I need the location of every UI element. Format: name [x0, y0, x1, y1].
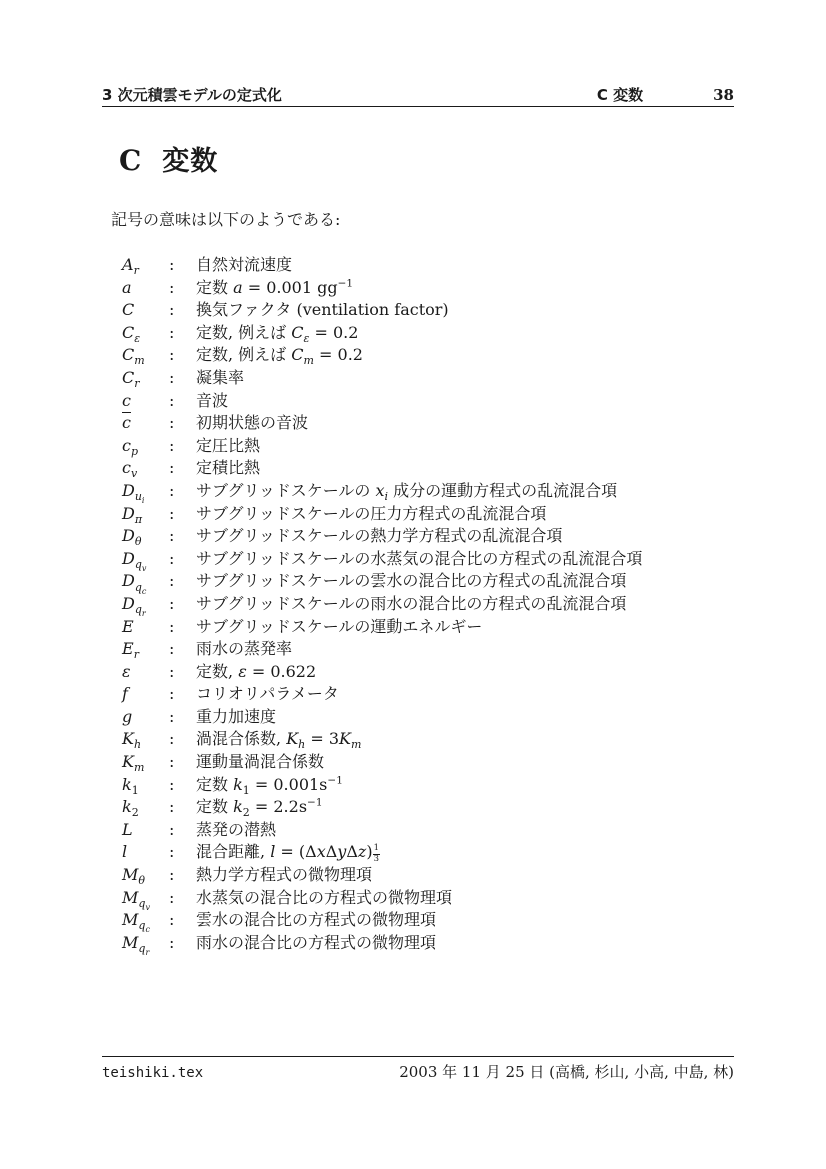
definition-text: サブグリッドスケールの $x_i$ 成分の運動方程式の乱流混合項	[196, 480, 618, 504]
definition-text: 換気ファクタ (ventilation factor)	[196, 300, 449, 320]
symbol: E	[122, 616, 134, 636]
symbol-definition-list	[122, 252, 734, 958]
colon-separator: :	[169, 480, 175, 500]
definition-row	[122, 659, 734, 682]
symbol: $k_2$	[122, 797, 139, 820]
definition-row	[122, 636, 734, 662]
definition-text: サブグリッドスケールの熱力学方程式の乱流混合項	[196, 526, 563, 546]
definition-row	[122, 388, 734, 411]
definition-text: 自然対流速度	[196, 255, 293, 274]
definition-row	[122, 275, 734, 298]
definition-text: 重力加速度	[196, 706, 277, 726]
colon-separator: :	[169, 503, 175, 523]
definition-row	[122, 410, 734, 433]
definition-row	[122, 455, 734, 481]
symbol: $M_\theta$	[122, 865, 146, 888]
symbol: $D_{q_c}$	[122, 571, 147, 596]
definition-text: 定数 a = 0.001 $gg^{-1}$	[196, 277, 354, 297]
colon-separator: :	[169, 571, 175, 591]
colon-separator: :	[169, 752, 175, 772]
symbol: $D_\theta$	[122, 526, 142, 549]
symbol: $D_{q_r}$	[122, 593, 146, 619]
definition-row	[122, 297, 734, 320]
symbol: $C_m$	[122, 345, 145, 368]
definition-row	[122, 930, 734, 958]
colon-separator: :	[169, 300, 175, 320]
colon-separator: :	[169, 887, 175, 907]
definition-row	[122, 839, 734, 865]
definition-row	[122, 704, 734, 727]
definition-row	[122, 794, 734, 820]
definition-row	[122, 433, 734, 456]
symbol: $D_{q_v}$	[122, 548, 147, 574]
symbol: $K_m$	[122, 752, 145, 775]
footer-rule	[102, 1056, 734, 1057]
definition-text: 雨水の混合比の方程式の微物理項	[196, 932, 437, 952]
header-right-group	[597, 84, 734, 105]
colon-separator: :	[169, 458, 175, 478]
definition-text: 渦混合係数, $K_h = 3K_m$	[196, 729, 362, 752]
colon-separator: :	[169, 842, 175, 862]
header-rule	[102, 106, 734, 107]
definition-row	[122, 568, 734, 596]
symbol: $M_{q_r}$	[122, 932, 150, 958]
definition-text: 蒸発の潜熱	[196, 819, 277, 839]
colon-separator: :	[169, 706, 175, 726]
symbol: $A_r$	[122, 255, 139, 278]
symbol: $c_p$	[122, 435, 139, 458]
section-title: 変数	[162, 146, 219, 177]
symbol: $M_{q_v}$	[122, 887, 150, 912]
symbol: $M_{q_c}$	[122, 910, 150, 935]
section-label: C	[119, 144, 142, 177]
symbol: C	[122, 300, 135, 320]
colon-separator: :	[169, 819, 175, 839]
definition-text: 定積比熱	[196, 458, 261, 478]
symbol: g	[122, 706, 133, 726]
colon-separator: :	[169, 797, 175, 817]
definition-row	[122, 320, 734, 343]
definition-text: 定数 $k_1 = 0.001s^{-1}$	[196, 774, 343, 797]
colon-separator: :	[169, 593, 175, 613]
definition-row	[122, 817, 734, 840]
colon-separator: :	[169, 616, 175, 636]
colon-separator: :	[169, 413, 175, 433]
symbol: $c_v$	[122, 458, 138, 481]
colon-separator: :	[169, 526, 175, 546]
colon-separator: :	[169, 345, 175, 365]
symbol: $K_h$	[122, 729, 142, 752]
symbol: ε	[122, 661, 131, 681]
colon-separator: :	[169, 932, 175, 952]
definition-text: サブグリッドスケールの圧力方程式の乱流混合項	[196, 503, 547, 523]
definition-text: 混合距離, l = (ΔxΔyΔz) $\frac{1}{3}$	[196, 842, 379, 865]
definition-row	[122, 252, 734, 278]
symbol: c	[122, 390, 131, 410]
definition-text: 凝集率	[196, 367, 245, 387]
definition-text: 運動量渦混合係数	[196, 752, 325, 772]
colon-separator: :	[169, 661, 175, 681]
symbol: f	[122, 684, 128, 704]
definition-text: サブグリッドスケールの雨水の混合比の方程式の乱流混合項	[196, 593, 627, 613]
colon-separator: :	[169, 865, 175, 885]
definition-text: 定圧比熱	[196, 435, 261, 455]
definition-text: 定数, 例えば $C_m = 0.2$	[196, 345, 363, 368]
colon-separator: :	[169, 639, 175, 659]
definition-text: サブグリッドスケールの運動エネルギー	[196, 616, 483, 636]
definition-row	[122, 907, 734, 935]
definition-row	[122, 501, 734, 524]
definition-row	[122, 478, 734, 506]
colon-separator: :	[169, 435, 175, 455]
definition-row	[122, 591, 734, 619]
definition-row	[122, 862, 734, 888]
symbol: $D_\pi$	[122, 503, 143, 526]
definition-row	[122, 726, 734, 752]
definition-text: サブグリッドスケールの雲水の混合比の方程式の乱流混合項	[196, 571, 627, 591]
symbol: a	[122, 277, 132, 297]
definition-text: 雲水の混合比の方程式の微物理項	[196, 910, 437, 930]
definition-row	[122, 885, 734, 912]
definition-text: 雨水の蒸発率	[196, 639, 293, 659]
definition-text: サブグリッドスケールの水蒸気の混合比の方程式の乱流混合項	[196, 548, 643, 568]
symbol: $C_\varepsilon$	[122, 322, 141, 345]
definition-row	[122, 546, 734, 574]
definition-row	[122, 772, 734, 795]
colon-separator: :	[169, 390, 175, 410]
page-footer	[102, 1061, 734, 1082]
page-header	[102, 84, 734, 105]
section-heading	[119, 139, 218, 178]
colon-separator: :	[169, 277, 175, 297]
definition-row	[122, 523, 734, 549]
colon-separator: :	[169, 322, 175, 342]
definition-text: 定数, 例えば $C_\varepsilon = 0.2$	[196, 322, 359, 345]
definition-text: 熱力学方程式の微物理項	[196, 865, 373, 885]
header-section-title: C 変数	[596, 86, 644, 104]
definition-row	[122, 365, 734, 391]
header-chapter-title: 3 次元積雲モデルの定式化	[102, 86, 282, 104]
definition-text: 定数 $k_2 = 2.2s^{-1}$	[196, 796, 323, 820]
symbol: L	[122, 819, 133, 839]
colon-separator: :	[169, 548, 175, 568]
colon-separator: :	[169, 684, 175, 704]
symbol: $k_1$	[122, 774, 139, 797]
definition-row	[122, 749, 734, 775]
colon-separator: :	[169, 367, 175, 387]
colon-separator: :	[169, 774, 175, 794]
colon-separator: :	[169, 255, 175, 274]
symbol: $\overline{c}$	[122, 413, 131, 433]
footer-date-authors: 2003 年 11 月 25 日 (高橋, 杉山, 小高, 中島, 林)	[399, 1063, 734, 1081]
colon-separator: :	[169, 729, 175, 749]
definition-text: 初期状態の音波	[196, 413, 309, 433]
page-number: 38	[713, 86, 734, 104]
definition-text: 定数, ε = 0.622	[196, 661, 317, 681]
symbol: $D_{u_i}$	[122, 480, 145, 506]
symbol: l	[122, 842, 128, 862]
definition-text: 水蒸気の混合比の方程式の微物理項	[196, 887, 453, 907]
intro-text: 記号の意味は以下のようである:	[111, 210, 341, 229]
footer-filename: teishiki.tex	[102, 1065, 204, 1081]
symbol: $E_r$	[122, 639, 139, 662]
definition-row	[122, 681, 734, 704]
symbol: $C_r$	[122, 367, 140, 391]
definition-row	[122, 614, 734, 637]
definition-row	[122, 342, 734, 368]
definition-text: コリオリパラメータ	[196, 684, 339, 704]
definition-text: 音波	[196, 390, 229, 410]
colon-separator: :	[169, 910, 175, 930]
